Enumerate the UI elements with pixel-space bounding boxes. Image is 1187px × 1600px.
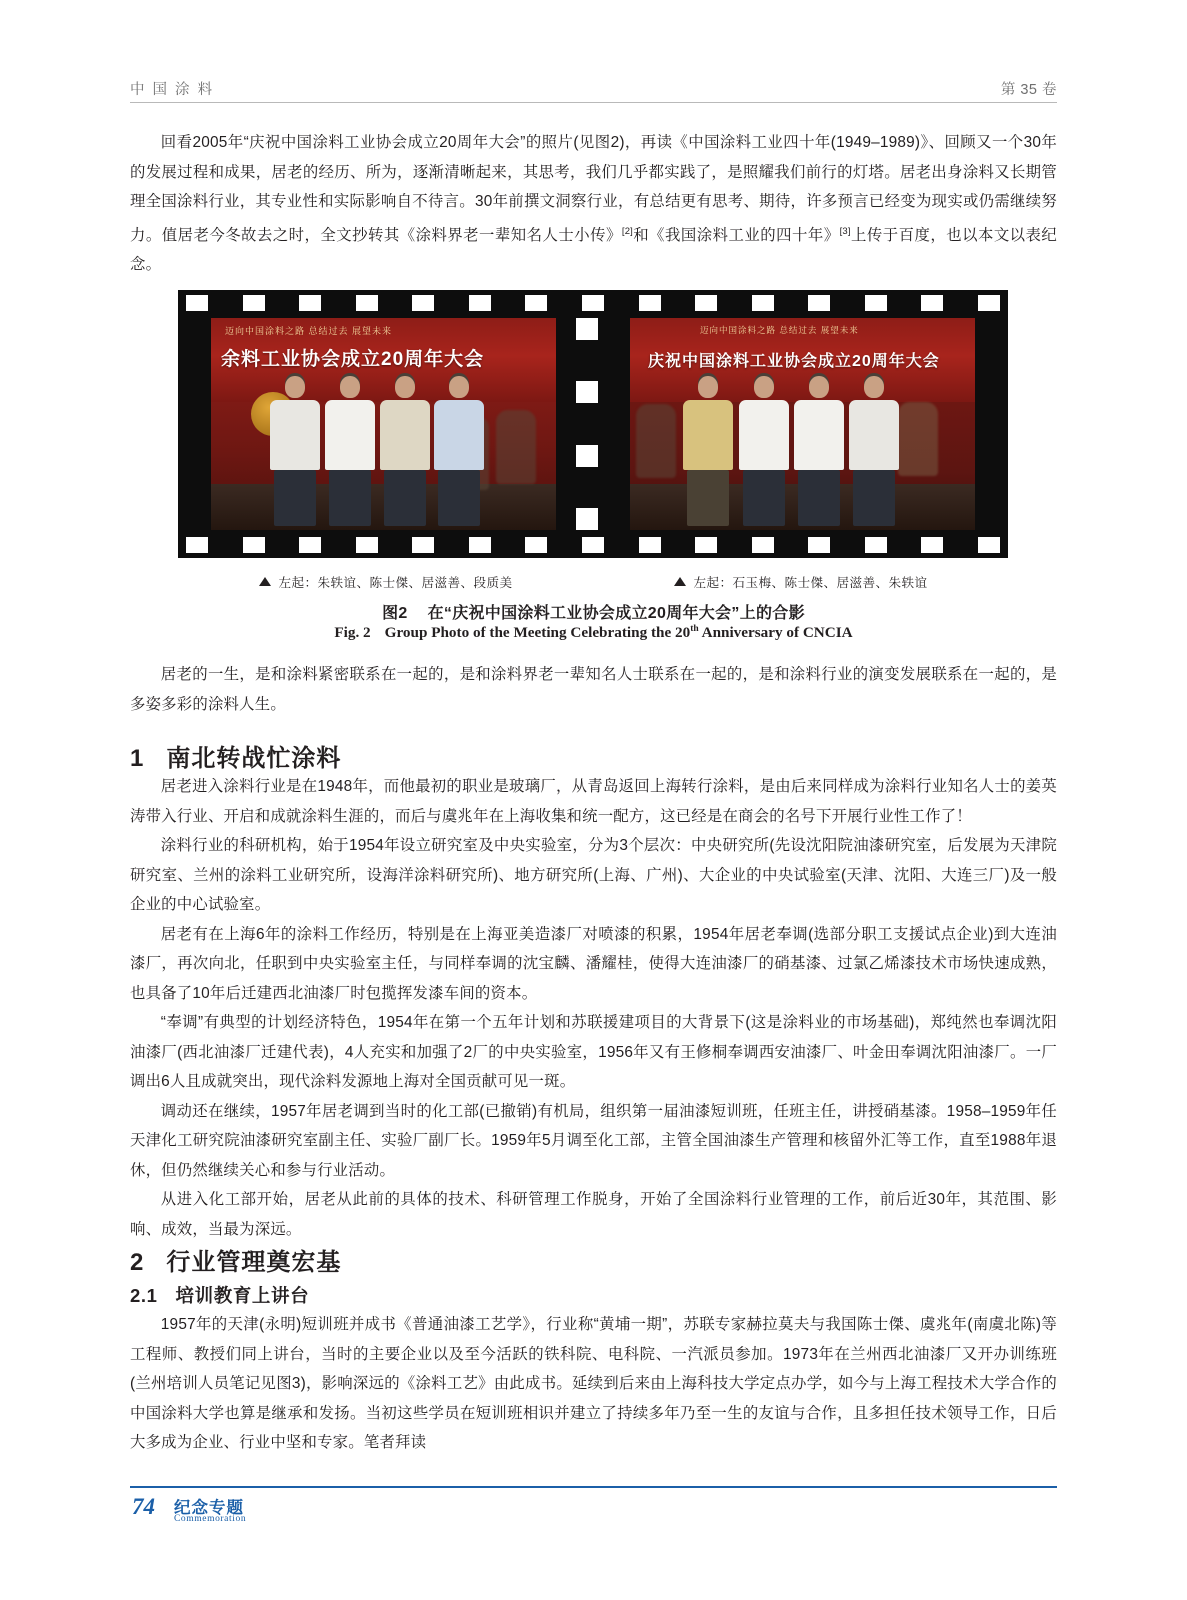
triangle-bullet-icon: [674, 577, 686, 586]
photo-right: [630, 318, 975, 530]
intro-paragraph-block: [130, 128, 1057, 280]
perforation: [243, 295, 265, 311]
paragraph-1-part-b: 和《我国涂料工业的四十年》: [633, 226, 840, 244]
perforation: [865, 295, 887, 311]
person-legs: [798, 470, 840, 526]
person-torso: [739, 400, 789, 470]
figure-caption-en-b: Anniversary of CNCIA: [698, 624, 853, 642]
heading-subsection-2-1: [130, 1282, 309, 1308]
paragraph-3: 居老进入涂料行业是在1948年，而他最初的职业是玻璃厂，从青岛返回上海转行涂料，是由后来同样成为涂料行业知名人士的姜英涛带入行业、开启和成就涂料生涯的，而后与虞兆年在上海收集和统一配方，这已经是在商会的名号下开展行业性工作了！: [130, 778, 1057, 825]
person-zhu-yiyi-right: [848, 376, 900, 526]
page-number: 74: [132, 1494, 155, 1519]
banner-subtitle-right: 迈向中国涂料之路 总结过去 展望未来: [700, 325, 859, 335]
perforation: [752, 295, 774, 311]
person-torso: [434, 400, 484, 470]
volume-label: 第 35 卷: [1000, 82, 1057, 98]
perforation: [639, 537, 661, 553]
person-legs: [743, 470, 785, 526]
person-legs: [384, 470, 426, 526]
header-divider: [130, 102, 1057, 103]
paragraph-7: 调动还在继续，1957年居老调到当时的化工部(已撤销)有机局，组织第一届油漆短训班，任班主任，讲授硝基漆。1958–1959年任天津化工研究院油漆研究室副主任、实验厂副厂长。1959年5月调至化工部，主管全国油漆生产管理和核留外汇等工作，直至1988年退休，但仍然继续关心和参与行业活动。: [130, 1102, 1057, 1179]
person-ju-zishan-right: [793, 376, 845, 526]
person-head: [340, 376, 360, 398]
person-shi-yumei: [682, 376, 734, 526]
paragraph-9: 1957年的天津(永明)短训班并成书《普通油漆工艺学》，行业称“黄埔一期”，苏联专家赫拉莫夫与我国陈士傑、虞兆年(南虞北陈)等工程师、教授们同上讲台，当时的主要企业以及至今活跃的铁科院、电科院、一汽派员参加。1973年在兰州西北油漆厂又开办训练班(兰州培训人员笔记见图3)，影响深远的《涂料工艺》由此成书。延续到后来由上海科技大学定点办学，如今与上海工程技术大学合作的中国涂料大学也算是继承和发扬。当初这些学员在短训班相识并建立了持续多年乃至一生的友谊与合作，且多担任技术领导工作，日后大多成为企业、行业中坚和专家。笔者拜读: [130, 1316, 1057, 1451]
heading-2-number: 2: [130, 1249, 145, 1276]
perforation: [356, 537, 378, 553]
heading-1-text: 南北转战忙涂料: [166, 745, 342, 772]
citation-ref-2: [2]: [621, 225, 634, 237]
person-legs: [438, 470, 480, 526]
person-torso: [794, 400, 844, 470]
perforation: [808, 537, 830, 553]
background-person: [898, 402, 938, 476]
perforation: [299, 295, 321, 311]
person-ju-zishan: [379, 376, 431, 526]
paragraph-6: “奉调”有典型的计划经济特色，1954年在第一个五年计划和苏联援建项目的大背景下(这是涂料业的市场基础)，郑纯然也奉调沈阳油漆厂(西北油漆厂迁建代表)，4人充实和加强了2厂的中央实验室，1956年又有王修桐奉调西安油漆厂、叶金田奉调沈阳油漆厂。一厂调出6人且成就突出，现代涂料发源地上海对全国贡献可见一斑。: [130, 1014, 1057, 1090]
perforation: [978, 537, 1000, 553]
perforation: [469, 537, 491, 553]
journal-name: 中 国 涂 料: [130, 82, 215, 98]
person-head: [698, 376, 718, 398]
figure-caption-cn-text: 在“庆祝中国涂料工业协会成立20周年大会”上的合影: [427, 605, 805, 622]
background-person: [496, 410, 536, 484]
person-torso: [849, 400, 899, 470]
perforation: [921, 295, 943, 311]
figure-number-cn: 图2: [382, 605, 408, 622]
perforation: [695, 295, 717, 311]
photo-captions: [178, 572, 1008, 591]
paragraph-8: 从进入化工部开始，居老从此前的具体的技术、科研管理工作脱身，开始了全国涂料行业管理的工作，前后近30年，其范围、影响、成效，当最为深远。: [130, 1191, 1057, 1238]
paragraph-5: 居老有在上海6年的涂料工作经历，特别是在上海亚美造漆厂对喷漆的积累，1954年居老奉调(选部分职工支援试点企业)到大连油漆厂，再次向北，任职到中央实验室主任，与同样奉调的沈宝麟、潘耀桂，使得大连油漆厂的硝基漆、过氯乙烯漆技术市场快速成熟，也具备了10年后迁建西北油漆厂时包揽挥发漆车间的资本。: [130, 925, 1057, 1002]
perforation: [978, 295, 1000, 311]
film-perforations-bottom: [178, 537, 1008, 553]
perforation: [576, 381, 598, 403]
page-footer: [130, 1486, 1057, 1530]
photo-caption-left: [178, 572, 593, 591]
person-chen-shijie-right: [738, 376, 790, 526]
photo-left: [211, 318, 556, 530]
heading-section-2: [130, 1242, 341, 1277]
person-head: [809, 376, 829, 398]
person-head: [395, 376, 415, 398]
paragraph-1: [130, 128, 1057, 280]
person-torso: [380, 400, 430, 470]
banner-title-left: 余料工业协会成立20周年大会: [221, 349, 485, 370]
perforation: [356, 295, 378, 311]
photo-caption-left-text: 左起：朱轶谊、陈士傑、居滋善、段质美: [278, 576, 513, 590]
perforation: [576, 445, 598, 467]
paragraph-2-block: [130, 660, 1057, 719]
person-torso: [270, 400, 320, 470]
person-head: [864, 376, 884, 398]
photo-caption-right-text: 左起：石玉梅、陈士傑、居滋善、朱轶谊: [693, 576, 928, 590]
paragraph-1-part-c: 上传于百度，也以本文以表纪念。: [130, 226, 1058, 274]
banner-subtitle-left: 迈向中国涂料之路 总结过去 展望未来: [225, 326, 393, 336]
perforation: [186, 295, 208, 311]
person-legs: [329, 470, 371, 526]
running-head: [130, 78, 1057, 99]
figure-number-en: Fig. 2: [334, 624, 371, 642]
person-legs: [853, 470, 895, 526]
person-torso: [683, 400, 733, 470]
figure-2: [178, 290, 1008, 558]
paragraph-2: 居老的一生，是和涂料紧密联系在一起的，是和涂料界老一辈知名人士联系在一起的，是和涂料行业的演变发展联系在一起的，是多姿多彩的涂料人生。: [130, 666, 1057, 713]
perforation: [582, 537, 604, 553]
banner-title-right: 庆祝中国涂料工业协会成立20周年大会: [648, 353, 940, 370]
perforation: [525, 537, 547, 553]
footer-divider: [130, 1486, 1057, 1488]
person-duan-zhimei: [433, 376, 485, 526]
heading-2-1-number: 2.1: [130, 1285, 158, 1306]
section-2-body: [130, 1310, 1057, 1458]
heading-2-text: 行业管理奠宏基: [166, 1249, 342, 1276]
perforation: [576, 318, 598, 340]
film-perforations-top: [178, 295, 1008, 311]
perforation: [412, 537, 434, 553]
person-head: [285, 376, 305, 398]
perforation: [525, 295, 547, 311]
figure-caption-en-sup: th: [690, 624, 699, 634]
perforation: [469, 295, 491, 311]
film-perforations-middle: [576, 318, 598, 530]
heading-2-1-text: 培训教育上讲台: [175, 1285, 310, 1306]
photo-caption-right: [593, 572, 1008, 591]
person-torso: [325, 400, 375, 470]
heading-1-number: 1: [130, 745, 145, 772]
triangle-bullet-icon: [259, 577, 271, 586]
footer-section-cn: 纪念专题: [174, 1499, 244, 1517]
perforation: [639, 295, 661, 311]
perforation: [582, 295, 604, 311]
person-chen-shijie: [324, 376, 376, 526]
perforation: [299, 537, 321, 553]
background-person: [636, 404, 676, 478]
person-legs: [274, 470, 316, 526]
perforation: [865, 537, 887, 553]
perforation: [243, 537, 265, 553]
section-1-body: [130, 772, 1057, 1244]
person-zhu-yiyi: [269, 376, 321, 526]
perforation: [752, 537, 774, 553]
perforation: [186, 537, 208, 553]
perforation: [412, 295, 434, 311]
person-head: [754, 376, 774, 398]
paragraph-1-part-a: 回看2005年“庆祝中国涂料工业协会成立20周年大会”的照片(见图2)，再读《中国涂料工业四十年(1949–1989)》、回顾又一个30年的发展过程和成果，居老的经历、所为，逐渐清晰起来，其思考，我们几乎都实践了，是照耀我们前行的灯塔。居老出身涂料又长期管理全国涂料行业，其专业性和实际影响自不待言。30年前撰文洞察行业，有总结更有思考、期待，许多预言已经变为现实或仍需继续努力。值居老今冬故去之时，全文抄转其《涂料界老一辈知名人士小传》: [130, 134, 1057, 244]
perforation: [576, 508, 598, 530]
paragraph-4: 涂料行业的科研机构，始于1954年设立研究室及中央实验室，分为3个层次：中央研究所(先设沈阳院油漆研究室，后发展为天津院研究室、兰州的涂料工业研究所，设海洋涂料研究所)、地方研究所(上海、广州)、大企业的中央试验室(天津、沈阳、大连三厂)及一般企业的中心试验室。: [130, 837, 1057, 913]
film-strip: [178, 290, 1008, 558]
person-legs: [687, 470, 729, 526]
citation-ref-3: [3]: [839, 225, 851, 237]
figure-caption-cn: [130, 600, 1057, 623]
perforation: [695, 537, 717, 553]
footer-section-en: Commemoration: [174, 1514, 247, 1524]
person-head: [449, 376, 469, 398]
perforation: [921, 537, 943, 553]
heading-section-1: [130, 738, 341, 773]
figure-caption-en-a: Group Photo of the Meeting Celebrating the 20: [384, 624, 691, 642]
perforation: [808, 295, 830, 311]
figure-caption-en: [130, 624, 1057, 642]
